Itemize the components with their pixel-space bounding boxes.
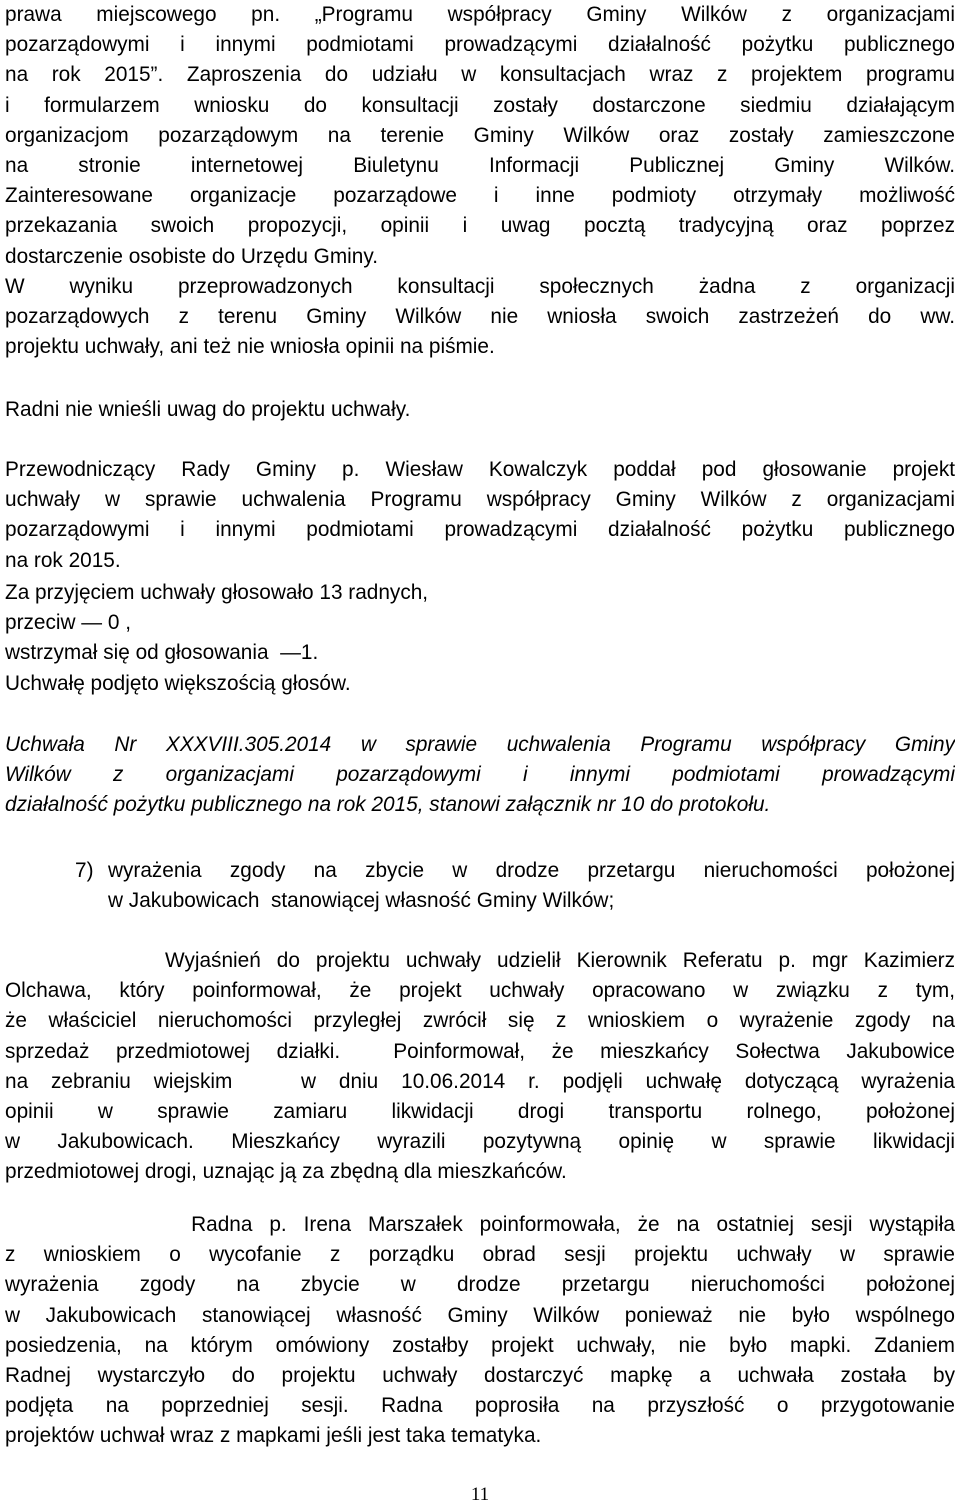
text-line: Za przyjęciem uchwały głosowało 13 radnych,	[5, 581, 429, 604]
text-line: Wyjaśnień do projektu uchwały udzielił Kierownik Referatu p. mgr Kazimierz	[5, 949, 955, 972]
text-line: w Jakubowicach. Mieszkańcy wyrazili pozytywną opinię w sprawie likwidacji	[5, 1130, 955, 1154]
paragraph-consultations	[5, 0, 955, 362]
text-line: pozarządowymi i innymi podmiotami prowadzącymi działalność pożytku publicznego	[5, 518, 955, 542]
text-line: prawa miejscowego pn. „Programu współpracy Gminy Wilków z organizacjami	[5, 3, 955, 26]
agenda-item-text	[108, 856, 955, 916]
text-line: przeciw — 0 ,	[5, 611, 131, 635]
text-line: pozarządowymi i innymi podmiotami prowadzącymi działalność pożytku publicznego	[5, 33, 955, 57]
paragraph-vote-results	[5, 578, 955, 699]
text-line: projektów uchwał wraz z mapkami jeśli jest taka tematyka.	[5, 1424, 542, 1448]
text-line: organizacjom pozarządowym na terenie Gminy Wilków oraz zostały zamieszczone	[5, 123, 955, 147]
text-line: Uchwała Nr XXXVIII.305.2014 w sprawie uchwalenia Programu współpracy Gminy	[5, 733, 955, 756]
text-line: Radni nie wnieśli uwag do projektu uchwały.	[5, 398, 411, 421]
text-line: projektu uchwały, ani też nie wniosła opinii na piśmie.	[5, 335, 495, 359]
agenda-item-number: 7)	[75, 859, 94, 882]
text-line: Olchawa, który poinformował, że projekt uchwały opracowano w związku z tym,	[5, 979, 955, 1003]
text-line: pozarządowych z terenu Gminy Wilków nie wniosła swoich zastrzeżeń do ww.	[5, 304, 955, 328]
text-line: i formularzem wniosku do konsultacji zostały dostarczone siedmiu działającym	[5, 93, 955, 117]
paragraph-chairman-vote	[5, 455, 955, 576]
text-line: wyrażenia zgody na zbycie w drodze przetargu nieruchomości położonej	[108, 859, 955, 882]
text-line: wstrzymał się od głosowania —1.	[5, 641, 319, 665]
text-line: że właściciel nieruchomości przyległej zwrócił się z wnioskiem o wyrażenie zgody na	[5, 1009, 955, 1033]
text-line: opinii w sprawie zamiaru likwidacji drogi transportu rolnego, położonej	[5, 1099, 955, 1123]
text-line: wyrażenia zgody na zbycie w drodze przetargu nieruchomości położonej	[5, 1273, 955, 1297]
text-line: sprzedaż przedmiotowej działki. Poinformował, że mieszkańcy Sołectwa Jakubowice	[5, 1039, 955, 1063]
text-line: dostarczenie osobiste do Urzędu Gminy.	[5, 244, 378, 268]
text-line: Przewodniczący Rady Gminy p. Wiesław Kowalczyk poddał pod głosowanie projekt	[5, 458, 955, 481]
text-line: na rok 2015”. Zaproszenia do udziału w konsultacjach wraz z projektem programu	[5, 63, 955, 87]
text-line: działalność pożytku publicznego na rok 2015, stanowi załącznik nr 10 do protokołu.	[5, 793, 771, 817]
text-line: Radna p. Irena Marszałek poinformowała, że na ostatniej sesji wystąpiła	[5, 1213, 955, 1236]
text-line: w Jakubowicach stanowiącej własność Gminy Wilków ponieważ nie było wspólnego	[5, 1303, 955, 1327]
text-line: Zainteresowane organizacje pozarządowe i inne podmioty otrzymały możliwość	[5, 184, 955, 208]
text-line: W wyniku przeprowadzonych konsultacji społecznych żadna z organizacji	[5, 274, 955, 298]
text-line: w Jakubowicach stanowiącej własność Gminy Wilków;	[108, 889, 615, 913]
text-line: przekazania swoich propozycji, opinii i uwag pocztą tradycyjną oraz poprzez	[5, 214, 955, 238]
paragraph-councillor-statement	[5, 1210, 955, 1452]
text-line: podjęta na poprzedniej sesji. Radna poprosiła na przyszłość o przygotowanie	[5, 1394, 955, 1418]
text-line: Wilków z organizacjami pozarządowymi i innymi podmiotami prowadzącymi	[5, 763, 955, 787]
paragraph-explanation	[5, 946, 955, 1188]
text-line: uchwały w sprawie uchwalenia Programu współpracy Gminy Wilków z organizacjami	[5, 488, 955, 512]
text-line: na rok 2015.	[5, 548, 121, 572]
paragraph-resolution-note	[5, 730, 955, 821]
text-line: Uchwałę podjęto większością głosów.	[5, 671, 351, 695]
text-line: z wnioskiem o wycofanie z porządku obrad sesji projektu uchwały w sprawie	[5, 1243, 955, 1267]
page-number: 11	[470, 1484, 490, 1505]
text-line: przedmiotowej drogi, uznając ją za zbędną dla mieszkańców.	[5, 1160, 567, 1184]
text-line: posiedzenia, na którym omówiony zostałby projekt uchwały, nie było mapki. Zdaniem	[5, 1333, 955, 1357]
paragraph-councillors-no-remarks	[5, 395, 955, 425]
text-line: na stronie internetowej Biuletynu Informacji Publicznej Gminy Wilków.	[5, 153, 955, 177]
text-line: Radnej wystarczyło do projektu uchwały dostarczyć mapkę a uchwała została by	[5, 1363, 955, 1387]
text-line: na zebraniu wiejskim w dniu 10.06.2014 r. podjęli uchwałę dotyczącą wyrażenia	[5, 1069, 955, 1093]
